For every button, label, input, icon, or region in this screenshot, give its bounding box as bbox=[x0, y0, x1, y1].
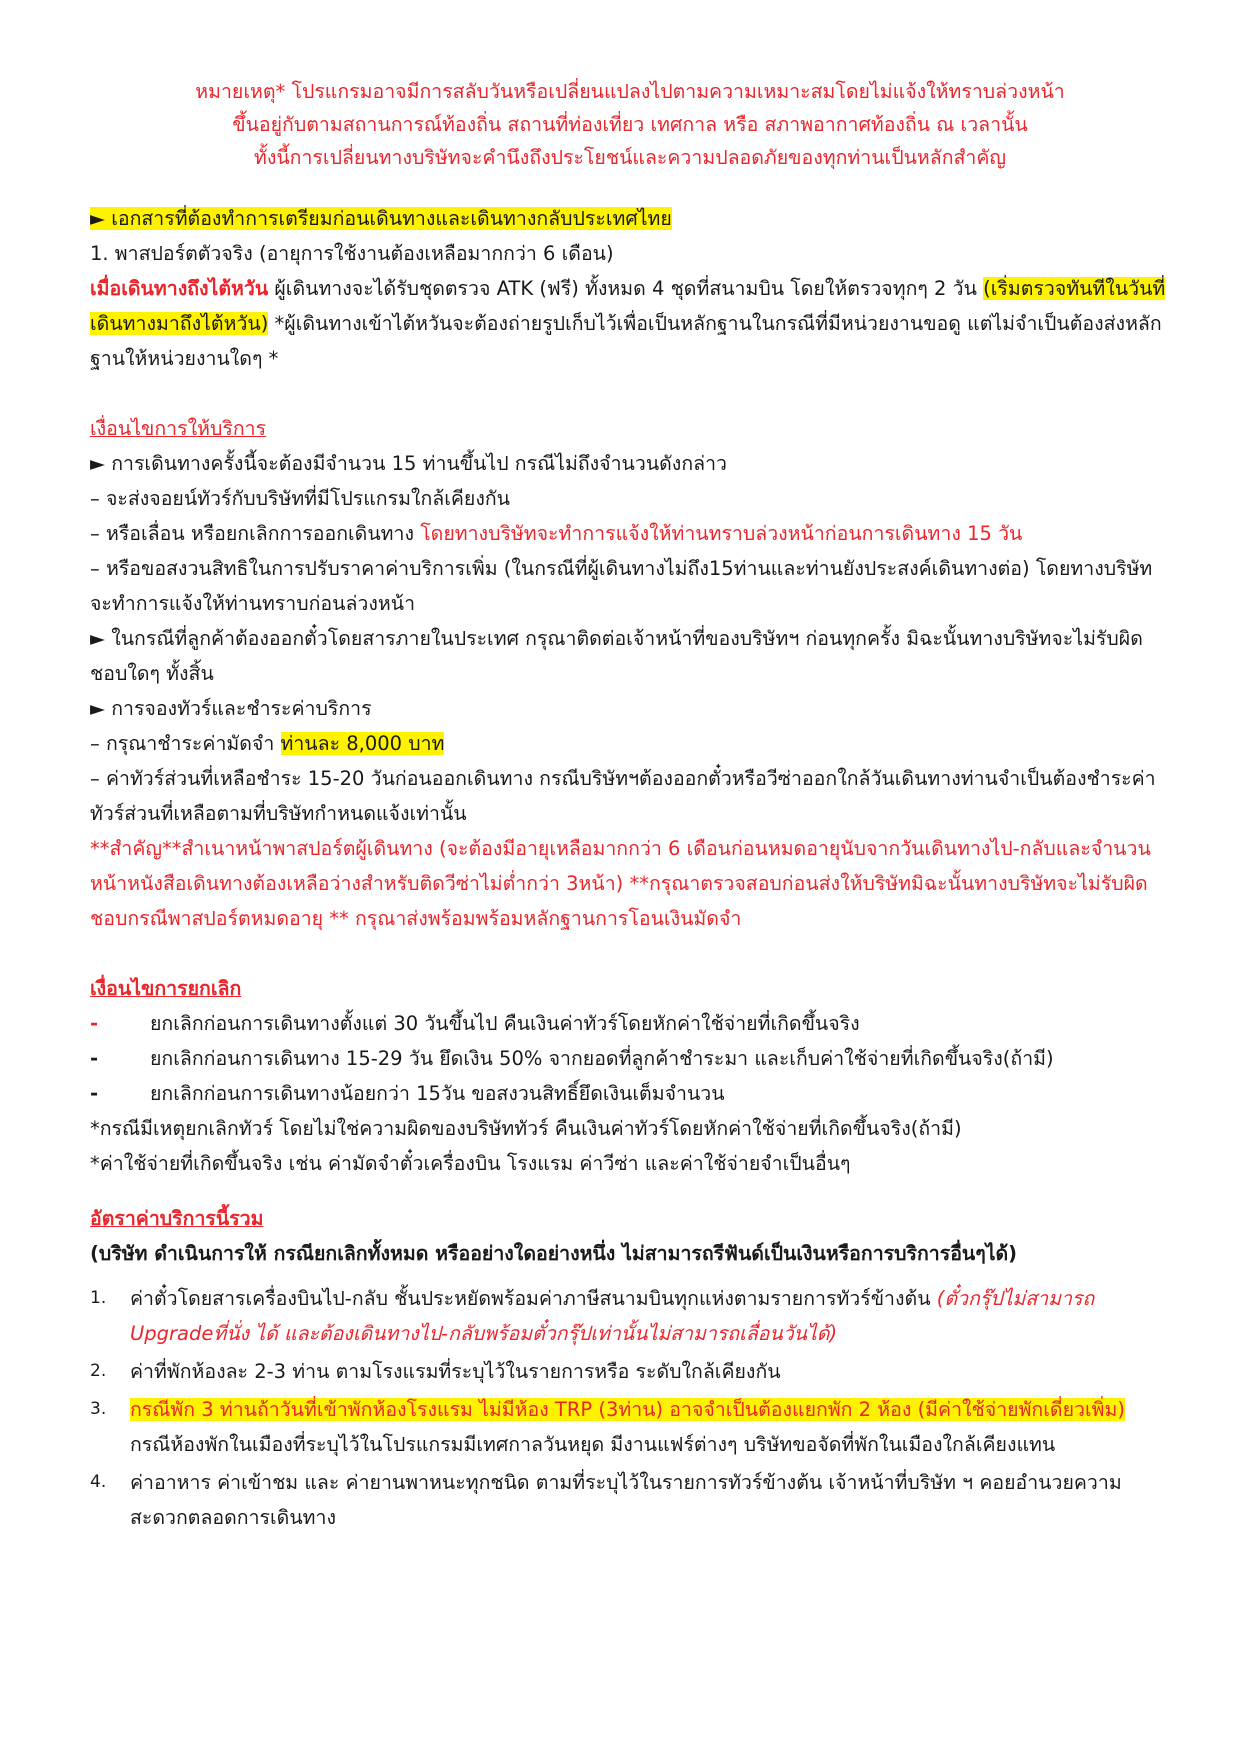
rates-list bbox=[90, 1281, 1170, 1535]
rates-item-meals: 4. ค่าอาหาร ค่าเข้าชม และ ค่ายานพาหนะทุกชนิด ตามที่ระบุไว้ในรายการทัวร์ข้างต้น เจ้าหน้าที่บริษัท ฯ คอยอำนวยความสะดวกตลอดการเดินทาง bbox=[90, 1471, 1122, 1529]
service-line-postpone: – หรือเลื่อน หรือยกเลิกการออกเดินทาง โดยทางบริษัทจะทำการแจ้งให้ท่านทราบล่วงหน้าก่อนการเดินทาง 15 วัน bbox=[90, 522, 1023, 545]
arrival-highlight: (เริ่มตรวจทันทีในวันที่เดินทางมาถึงไต้หวัน) bbox=[90, 277, 1166, 335]
cancel-note-2: *ค่าใช้จ่ายที่เกิดขึ้นจริง เช่น ค่ามัดจำตั๋วเครื่องบิน โรงแรม ค่าวีซ่า และค่าใช้จ่ายจำเป็นอื่นๆ bbox=[90, 1152, 851, 1175]
bullet-dash: - bbox=[90, 1012, 99, 1035]
arrival-text: ผู้เดินทางจะได้รับชุดตรวจ ATK (ฟรี) ทั้งหมด 4 ชุดที่สนามบิน โดยให้ตรวจทุกๆ 2 วัน bbox=[268, 277, 984, 300]
notice-line-1: หมายเหตุ* โปรแกรมอาจมีการสลับวันหรือเปลี่ยนแปลงไปตามความเหมาะสมโดยไม่แจ้งให้ทราบล่วงหน้า bbox=[195, 80, 1065, 103]
documents-heading: ► เอกสารที่ต้องทำการเตรียมก่อนเดินทางและเดินทางกลับประเทศไทย bbox=[90, 207, 672, 230]
cancel-note-1: *กรณีมีเหตุยกเลิกทัวร์ โดยไม่ใช่ความผิดของบริษัททัวร์ คืนเงินค่าทัวร์โดยหักค่าใช้จ่ายที่เกิดขึ้นจริง(ถ้ามี) bbox=[90, 1117, 962, 1140]
notice-line-2: ขึ้นอยู่กับตามสถานการณ์ท้องถิ่น สถานที่ท่องเที่ยว เทศกาล หรือ สภาพอากาศท้องถิ่น ณ เวลานั้น bbox=[232, 113, 1028, 136]
notice-line-3: ทั้งนี้การเปลี่ยนทางบริษัทจะคำนึงถึงประโยชน์และความปลอดภัยของทุกท่านเป็นหลักสำคัญ bbox=[253, 146, 1007, 169]
cancel-rule-30-days: - ยกเลิกก่อนการเดินทางตั้งแต่ 30 วันขึ้นไป คืนเงินค่าทัวร์โดยหักค่าใช้จ่ายที่เกิดขึ้นจริง bbox=[90, 1006, 1170, 1041]
cancel-rule-15-29-days: - ยกเลิกก่อนการเดินทาง 15-29 วัน ยึดเงิน 50% จากยอดที่ลูกค้าชำระมา และเก็บค่าใช้จ่ายที่เกิดขึ้นจริง(ถ้ามี) bbox=[90, 1041, 1170, 1076]
postpone-notice: โดยทางบริษัทจะทำการแจ้งให้ท่านทราบล่วงหน้าก่อนการเดินทาง 15 วัน bbox=[420, 522, 1023, 545]
tour-conditions-page bbox=[90, 75, 1170, 1538]
arrival-label: เมื่อเดินทางถึงไต้หวัน bbox=[90, 277, 269, 300]
rates-heading: อัตราค่าบริการนี้รวม bbox=[90, 1207, 264, 1230]
arrival-note: *ผู้เดินทางเข้าไต้หวันจะต้องถ่ายรูปเก็บไว้เพื่อเป็นหลักฐานในกรณีที่มีหน่วยงานขอดู แต่ไม่จำเป็นต้องส่งหลักฐานให้หน่วยงานใดๆ * bbox=[90, 312, 1162, 370]
service-conditions-section bbox=[90, 411, 1170, 936]
service-line-deposit: – กรุณาชำระค่ามัดจำ ท่านละ 8,000 บาท bbox=[90, 732, 445, 755]
rates-included-section bbox=[90, 1201, 1170, 1535]
service-line-join-tour: – จะส่งจอยน์ทัวร์กับบริษัทที่มีโปรแกรมใกล้เคียงกัน bbox=[90, 487, 510, 510]
documents-section bbox=[90, 201, 1170, 376]
triple-room-note: กรณีพัก 3 ท่านถ้าวันที่เข้าพักห้องโรงแรม ไม่มีห้อง TRP (3ท่าน) อาจจำเป็นต้องแยกพัก 2 ห้อง (มีค่าใช้จ่ายพักเดี่ยวเพิ่ม) bbox=[130, 1398, 1125, 1421]
bullet-dash: - bbox=[90, 1047, 99, 1070]
rates-item-triple-room: 3. กรณีพัก 3 ท่านถ้าวันที่เข้าพักห้องโรงแรม ไม่มีห้อง TRP (3ท่าน) อาจจำเป็นต้องแยกพัก 2 ห้อง (มีค่าใช้จ่ายพักเดี่ยวเพิ่ม) กรณีห้องพักในเมืองที่ระบุไว้ในโปรแกรมมีเทศกาลวันหยุด มีงานแฟร์ต่างๆ บริษัทขอจัดที่พักในเมืองใกล้เคียงแทน bbox=[90, 1398, 1125, 1456]
service-line-domestic-ticket: ► ในกรณีที่ลูกค้าต้องออกตั๋วโดยสารภายในประเทศ กรุณาติดต่อเจ้าหน้าที่ของบริษัทฯ ก่อนทุกครั้ง มิฉะนั้นทางบริษัทจะไม่รับผิดชอบใดๆ ทั้งสิ้น bbox=[90, 627, 1143, 685]
group-ticket-note: (ตั๋วกรุ๊ปไม่สามารถ Upgradeที่นั่ง ได้ และต้องเดินทางไป-กลับพร้อมตั๋วกรุ๊ปเท่านั้นไม่สามารถเลื่อนวันได้) bbox=[130, 1287, 1095, 1345]
bullet-dash: - bbox=[90, 1082, 99, 1105]
passport-important-note: **สำคัญ**สำเนาหน้าพาสปอร์ตผู้เดินทาง (จะต้องมีอายุเหลือมากกว่า 6 เดือนก่อนหมดอายุนับจากวันเดินทางไป-กลับและจำนวนหน้าหนังสือเดินทางต้องเหลือว่างสำหรับติดวีซ่าไม่ต่ำกว่า 3หน้า) **กรุณาตรวจสอบก่อนส่งให้บริษัทมิฉะนั้นทางบริษัทจะไม่รับผิดชอบกรณีพาสปอร์ตหมดอายุ ** กรุณาส่งพร้อมพร้อมหลักฐานการโอนเงินมัดจำ bbox=[90, 837, 1151, 930]
service-line-price-adjust: – หรือขอสงวนสิทธิในการปรับราคาค่าบริการเพิ่ม (ในกรณีที่ผู้เดินทางไม่ถึง15ท่านและท่านยังประสงค์เดินทางต่อ) โดยทางบริษัทจะทำการแจ้งให้ท่านทราบก่อนล่วงหน้า bbox=[90, 557, 1153, 615]
program-change-notice bbox=[90, 75, 1170, 174]
cancellation-heading: เงื่อนไขการยกเลิก bbox=[90, 977, 242, 1000]
service-line-balance: – ค่าทัวร์ส่วนที่เหลือชำระ 15-20 วันก่อนออกเดินทาง กรณีบริษัทฯต้องออกตั๋วหรือวีซ่าออกใกล้วันเดินทางท่านจำเป็นต้องชำระค่าทัวร์ส่วนที่เหลือตามที่บริษัทกำหนดแจ้งเท่านั้น bbox=[90, 767, 1156, 825]
service-heading: เงื่อนไขการให้บริการ bbox=[90, 417, 267, 440]
rates-subheading: (บริษัท ดำเนินการให้ กรณียกเลิกทั้งหมด หรืออย่างใดอย่างหนึ่ง ไม่สามารถรีฟันด์เป็นเงินหรือการบริการอื่นๆได้) bbox=[90, 1242, 1018, 1265]
deposit-amount: ท่านละ 8,000 บาท bbox=[280, 732, 445, 755]
service-line-booking: ► การจองทัวร์และชำระค่าบริการ bbox=[90, 697, 372, 720]
arrival-atk-paragraph bbox=[90, 271, 1170, 376]
service-line-min-pax: ► การเดินทางครั้งนี้จะต้องมีจำนวน 15 ท่านขึ้นไป กรณีไม่ถึงจำนวนดังกล่าว bbox=[90, 452, 727, 475]
rates-item-hotel: 2. ค่าที่พักห้องละ 2-3 ท่าน ตามโรงแรมที่ระบุไว้ในรายการหรือ ระดับใกล้เคียงกัน bbox=[90, 1360, 781, 1383]
rates-item-flight: 1. ค่าตั๋วโดยสารเครื่องบินไป-กลับ ชั้นประหยัดพร้อมค่าภาษีสนามบินทุกแห่งตามรายการทัวร์ข้างต้น (ตั๋วกรุ๊ปไม่สามารถ Upgradeที่นั่ง ได้ และต้องเดินทางไป-กลับพร้อมตั๋วกรุ๊ปเท่านั้นไม่สามารถเลื่อนวันได้) bbox=[90, 1287, 1095, 1345]
passport-requirement: 1. พาสปอร์ตตัวจริง (อายุการใช้งานต้องเหลือมากกว่า 6 เดือน) bbox=[90, 242, 614, 265]
cancel-rule-under-15-days: - ยกเลิกก่อนการเดินทางน้อยกว่า 15วัน ขอสงวนสิทธิ์ยึดเงินเต็มจำนวน bbox=[90, 1076, 1170, 1111]
cancellation-section bbox=[90, 971, 1170, 1181]
